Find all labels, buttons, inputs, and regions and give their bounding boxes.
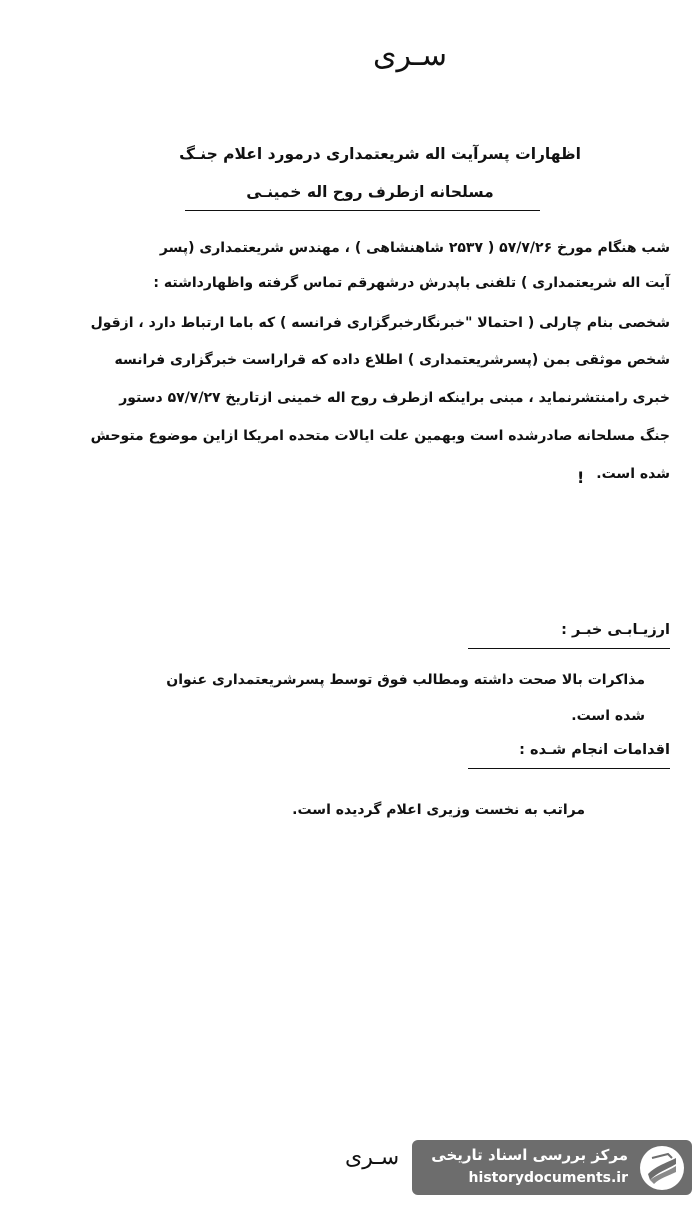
body-line: آیت اله شریعتمداری ) تلفنی باپدرش درشهرقم تماس گرفته واظهارداشته : — [153, 275, 670, 291]
classification-top: سـرى — [373, 38, 447, 73]
body-line: شخصی بنام چارلی ( احتمالا "خبرنگارخبرگزاری فرانسه ) که باما ارتباط دارد ، ازقول — [90, 315, 670, 331]
book-logo-icon — [638, 1144, 686, 1192]
title-underline — [185, 210, 540, 211]
actions-heading: اقدامات انجام شـده : — [519, 742, 670, 758]
assessment-heading-underline — [468, 648, 670, 649]
body-line: شب هنگام مورخ ۵۷/۷/۲۶ ( ۲۵۳۷ شاهنشاهی ) ، مهندس شریعتمداری (پسر — [159, 240, 670, 256]
assessment-line: شده است. — [571, 708, 645, 724]
document-title-line2: مسلحانه ازطرف روح اله خمینـی — [246, 183, 494, 201]
actions-text: مراتب به نخست وزیری اعلام گردیده است. — [292, 802, 585, 818]
body-line: جنگ مسلحانه صادرشده است وبهمین علت ایالات متحده امریکا ازاین موضوع متوحش — [90, 428, 670, 444]
assessment-line: مذاکرات بالا صحت داشته ومطالب فوق توسط پسرشریعتمداری عنوان — [166, 672, 645, 688]
body-line: شخص موثقی بمن (پسرشریعتمداری ) اطلاع داده که قراراست خبرگزاری فرانسه — [114, 352, 670, 368]
watermark-url: historydocuments.ir — [468, 1170, 628, 1186]
assessment-heading: ارزیـابـی خبـر : — [561, 622, 670, 638]
body-line: خبری رامنتشرنماید ، مبنی براینکه ازطرف روح اله خمینی ازتاریخ ۵۷/۷/۲۷ دستور — [119, 390, 670, 406]
classification-bottom: سـرى — [345, 1145, 400, 1170]
body-line: شده است. — [596, 466, 670, 482]
handwritten-check-mark: ! — [577, 468, 585, 487]
document-title-line1: اظهارات پسرآیت اله شریعتمداری درمورد اعلام جنـگ — [179, 145, 581, 163]
watermark-title: مرکز بررسی اسناد تاریخی — [431, 1146, 628, 1164]
archive-watermark — [412, 1140, 692, 1195]
actions-heading-underline — [468, 768, 670, 769]
